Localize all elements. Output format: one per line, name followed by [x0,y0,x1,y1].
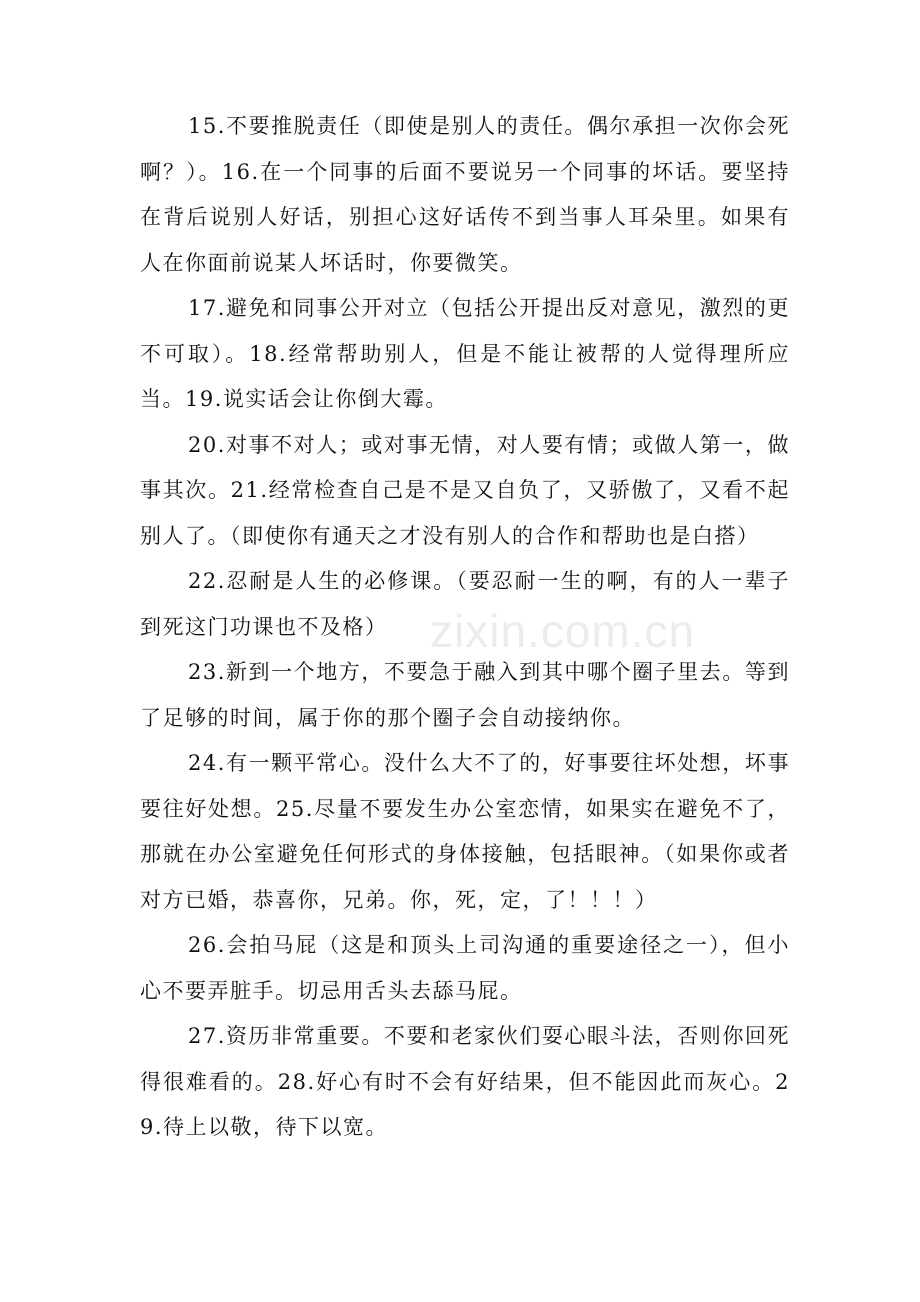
document-body [140,104,790,1151]
paragraph-27-29: 27.资历非常重要。不要和老家伙们耍心眼斗法，否则你回死得很难看的。28.好心有时不会有好结果，但不能因此而灰心。29.待上以敬，待下以宽。 [140,1024,790,1139]
watermark-text: zixin.com.cn [430,605,696,657]
paragraph-22: 22.忍耐是人生的必修课。（要忍耐一生的啊，有的人一辈子到死这门功课也不及格） [140,569,790,639]
paragraph-15-16: 15.不要推脱责任（即使是别人的责任。偶尔承担一次你会死啊？）。16.在一个同事的后面不要说另一个同事的坏话。要坚持在背后说别人好话，别担心这好话传不到当事人耳朵里。如果有人在你面前说某人坏话时，你要微笑。 [140,114,790,275]
paragraph-23: 23.新到一个地方，不要急于融入到其中哪个圈子里去。等到了足够的时间，属于你的那个圈子会自动接纳你。 [140,660,790,730]
paragraph-20-21: 20.对事不对人；或对事无情，对人要有情；或做人第一，做事其次。21.经常检查自己是不是又自负了，又骄傲了，又看不起别人了。（即使你有通天之才没有别人的合作和帮助也是白搭） [140,432,790,548]
paragraph-17-19: 17.避免和同事公开对立（包括公开提出反对意见，激烈的更不可取）。18.经常帮助别人，但是不能让被帮的人觉得理所应当。19.说实话会让你倒大霉。 [140,296,790,411]
paragraph-24-25: 24.有一颗平常心。没什么大不了的，好事要往坏处想，坏事要往好处想。25.尽量不要发生办公室恋情，如果实在避免不了，那就在办公室避免任何形式的身体接触，包括眼神。（如果你或者对方已婚，恭喜你，兄弟。你，死，定，了！！！） [140,751,790,912]
paragraph-26: 26.会拍马屁（这是和顶头上司沟通的重要途径之一），但小心不要弄脏手。切忌用舌头去舔马屁。 [140,933,790,1003]
